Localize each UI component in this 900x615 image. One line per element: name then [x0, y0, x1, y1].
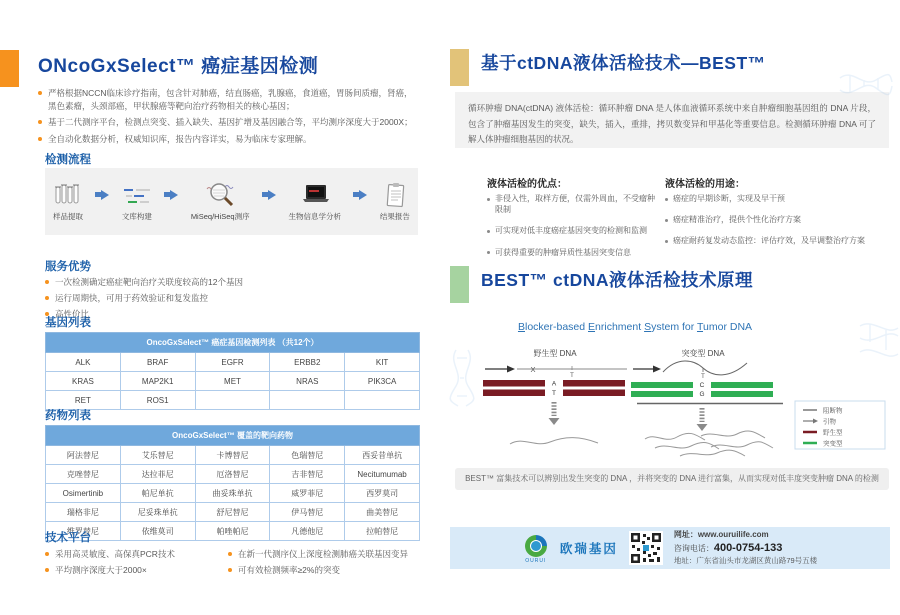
company-logo	[523, 533, 549, 564]
bullet-dot-icon	[45, 568, 49, 572]
right-page-title: 基于ctDNA液体活检技术—BEST™	[481, 53, 766, 73]
legend-label-mutant: 突变型	[823, 440, 843, 448]
drug-cell: 舒尼替尼	[195, 503, 270, 522]
process-step-label: 样品提取	[53, 212, 83, 221]
drug-cell: 西罗莫司	[345, 484, 420, 503]
gene-cell: PIK3CA	[345, 372, 420, 391]
gene-cell: BRAF	[120, 353, 195, 372]
gene-cell: KRAS	[46, 372, 121, 391]
bullet-dot-icon	[665, 240, 668, 243]
pros-heading: 液体活检的优点：	[487, 179, 567, 190]
company-name: 欧瑞基因	[559, 542, 618, 556]
use-bullet: 癌症精准治疗，提供个性化治疗方案	[673, 215, 801, 225]
wild-product-wave	[510, 438, 598, 444]
mutant-base-bottom: G	[699, 391, 705, 398]
pro-bullet: 可实现对低丰度癌症基因突变的检测和监测	[495, 226, 647, 236]
list-item	[665, 193, 880, 204]
process-step-label: 结果报告	[379, 212, 410, 221]
drug-cell: Necitumumab	[345, 465, 420, 484]
drug-cell: 达拉菲尼	[120, 465, 195, 484]
subtitle-part: B	[517, 321, 525, 333]
gene-cell: ALK	[46, 353, 121, 372]
platform-bullet: 可有效检测频率≥2%的突变	[238, 565, 340, 576]
drug-cell: 艾乐替尼	[120, 446, 195, 465]
drug-cell: 凡德他尼	[270, 522, 345, 541]
flow-arrow-icon	[353, 190, 367, 200]
footer-bar	[450, 527, 890, 569]
bullet-dot-icon	[665, 219, 668, 222]
library-fragments-icon	[122, 181, 152, 209]
drug-cell: 克唑替尼	[46, 465, 121, 484]
bullet-dot-icon	[38, 137, 42, 141]
qr-code-icon	[629, 531, 663, 565]
legend-label-blocker: 阻断物	[823, 407, 843, 415]
drug-cell: 帕尼单抗	[120, 484, 195, 503]
bullet-dot-icon	[665, 198, 668, 201]
report-clipboard-icon	[381, 181, 409, 209]
drug-cell: 色瑞替尼	[270, 446, 345, 465]
list-item	[487, 225, 662, 236]
process-step	[53, 181, 83, 222]
website-label: 网址：	[673, 530, 698, 540]
gene-cell: KIT	[345, 353, 420, 372]
use-bullet: 癌症耐药复发动态监控：评估疗效，及早调整治疗方案	[673, 236, 865, 246]
bullet-dot-icon	[45, 280, 49, 284]
process-step	[122, 181, 152, 222]
gene-table	[45, 332, 420, 410]
list-item	[228, 564, 428, 577]
subtitle-part: T	[696, 321, 704, 333]
drug-cell: 尼妥珠单抗	[120, 503, 195, 522]
mutant-product-waves	[645, 431, 773, 456]
gene-cell	[270, 391, 345, 410]
flow-arrow-icon	[95, 190, 109, 200]
wild-base-top: A	[551, 380, 557, 388]
process-flow-box	[45, 168, 418, 235]
drug-cell: 阿法替尼	[46, 446, 121, 465]
process-step	[380, 181, 410, 222]
ourui-logo-icon	[523, 533, 549, 559]
gene-cell	[195, 391, 270, 410]
left-title-accent-bar	[0, 50, 19, 87]
ctdna-intro-box: 循环肿瘤 DNA(ctDNA) 液体活检：循环肿瘤 DNA 是人体血液循环系统中来自肿瘤细胞基因组的 DNA 片段，包含了肿瘤基因发生的突变，缺失，插入，重排，拷贝数变异和甲基化等重要信息。检测循环肿瘤 DNA 可了解人体肿瘤细胞基因的状况。	[455, 92, 889, 148]
list-item	[665, 214, 880, 225]
list-item	[487, 247, 662, 258]
platform-heading: 技术平台	[45, 532, 91, 544]
uses-heading: 液体活检的用途：	[665, 179, 745, 190]
process-step-label: 文库构建	[121, 212, 152, 221]
flow-arrow-icon	[164, 190, 178, 200]
best-principle-diagram	[455, 344, 890, 462]
process-step	[289, 181, 342, 222]
gene-cell: RET	[46, 391, 121, 410]
dna-watermark-icon	[856, 320, 900, 366]
drug-table-title: OncoGxSelect™ 覆盖的靶向药物	[46, 426, 420, 446]
process-step	[191, 181, 250, 222]
gene-cell: EGFR	[195, 353, 270, 372]
drug-cell: 吉非替尼	[270, 465, 345, 484]
primer-arrow-icon	[653, 366, 661, 373]
wild-line-base: T	[570, 373, 574, 379]
drug-list-heading: 药物列表	[45, 410, 91, 422]
bullet-dot-icon	[228, 568, 232, 572]
wild-dna-label: 野生型 DNA	[533, 349, 577, 358]
gene-cell: MAP2K1	[120, 372, 195, 391]
sample-tubes-icon	[53, 181, 83, 209]
drug-cell: 依维莫司	[120, 522, 195, 541]
mutant-base-top: C	[699, 382, 705, 389]
intro-bullet: 基于二代测序平台，检测点突变、插入缺失、基因扩增及基因融合等，平均测序深度大于2000X；	[48, 117, 413, 128]
bullet-dot-icon	[38, 120, 42, 124]
bullet-dot-icon	[38, 91, 42, 95]
bullet-dot-icon	[487, 198, 490, 201]
subtitle-part: S	[644, 321, 652, 333]
bullet-dot-icon	[45, 552, 49, 556]
process-heading: 检测流程	[45, 154, 91, 166]
drug-table	[45, 425, 420, 541]
subtitle-part: E	[588, 321, 596, 333]
list-item	[38, 116, 416, 129]
gene-list-heading: 基因列表	[45, 317, 91, 329]
mismatch-mark: X	[530, 365, 536, 374]
advantage-bullet: 一次检测确定癌症靶向治疗关联度较高的12个基因	[55, 277, 243, 287]
left-page-title: ONcoGxSelect™ 癌症基因检测	[38, 56, 319, 77]
drug-cell: 瑞格非尼	[46, 503, 121, 522]
list-item	[45, 564, 220, 577]
drug-cell: 维罗替尼	[46, 522, 121, 541]
platform-bullet: 采用高灵敏度、高保真PCR技术	[55, 549, 175, 559]
bullet-dot-icon	[487, 251, 490, 254]
address-line: 地址：广东省汕头市龙湖区黄山路79号五楼	[673, 555, 818, 565]
principle-caption: BEST™ 富集技术可以辨别出发生突变的 DNA ，并将突变的 DNA 进行富集，从而实现对低丰度突变肿瘤 DNA 的检测	[455, 468, 889, 490]
drug-cell: 帕唑帕尼	[195, 522, 270, 541]
list-item	[487, 193, 662, 215]
phone-line	[674, 541, 817, 556]
mutant-dna-label: 突变型 DNA	[681, 349, 725, 358]
subtitle-part: locker-based	[524, 321, 589, 333]
advantages-list	[45, 276, 415, 325]
pros-list	[487, 193, 662, 268]
use-bullet: 癌症的早期诊断，实现及早干预	[673, 194, 785, 203]
legend-label-primer: 引物	[823, 418, 836, 426]
right-title-accent-bar	[450, 49, 469, 86]
mutant-curve-base: T	[701, 374, 705, 380]
process-step-label: MiSeq/HiSeq测序	[190, 212, 250, 221]
platform-list-right	[228, 548, 428, 580]
primer-arrow-icon	[507, 366, 515, 373]
gene-cell: ERBB2	[270, 353, 345, 372]
drug-cell: 卡博替尼	[195, 446, 270, 465]
drug-cell: 威罗菲尼	[270, 484, 345, 503]
principle-title: BEST™ ctDNA液体活检技术原理	[481, 270, 754, 290]
list-item	[45, 292, 415, 305]
drug-cell: 拉帕替尼	[345, 522, 420, 541]
gene-cell: ROS1	[120, 391, 195, 410]
gene-cell: MET	[195, 372, 270, 391]
dna-watermark-icon	[448, 348, 493, 408]
best-subtitle	[455, 321, 815, 333]
platform-list-left	[45, 548, 220, 580]
uses-list	[665, 193, 880, 257]
flow-arrow-icon	[262, 190, 276, 200]
platform-bullet: 平均测序深度大于2000×	[55, 565, 147, 576]
gene-cell	[345, 391, 420, 410]
advantage-bullet: 运行周期快，可用于药效验证和复发监控	[55, 293, 209, 304]
gene-table-title: OncoGxSelect™ 癌症基因检测列表 （共12个）	[46, 333, 420, 353]
pro-bullet: 非侵入性，取样方便，仅需外周血，不受瘤种限制	[495, 194, 655, 215]
list-item	[45, 548, 220, 561]
pro-bullet: 可获得重要的肿瘤异质性基因突变信息	[495, 247, 631, 257]
drug-cell: 曲美替尼	[345, 503, 420, 522]
advantages-heading: 服务优势	[45, 261, 91, 273]
left-intro-list	[38, 87, 416, 149]
subtitle-part: umor DNA	[703, 321, 753, 333]
phone-label: 咨询电话：	[673, 543, 714, 553]
website-url[interactable]: www.ouruilife.com	[697, 530, 769, 540]
website-line	[674, 530, 817, 541]
drug-cell: 西妥昔单抗	[345, 446, 420, 465]
process-step-label: 生物信息学分析	[288, 212, 341, 221]
bullet-dot-icon	[228, 552, 232, 556]
dna-watermark-icon	[838, 68, 893, 108]
advantage-bullet: 高性价比	[55, 309, 90, 320]
list-item	[665, 235, 880, 246]
principle-accent-bar	[450, 266, 469, 303]
list-item	[38, 87, 416, 113]
legend-label-wild: 野生型	[823, 429, 843, 437]
logo-text: OURUI	[525, 557, 547, 564]
bullet-dot-icon	[45, 296, 49, 300]
drug-cell: 伊马替尼	[270, 503, 345, 522]
list-item	[228, 548, 428, 561]
intro-bullet: 全自动化数据分析，权威知识库，报告内容详实，易为临床专家理解。	[48, 133, 312, 144]
list-item	[38, 133, 416, 146]
gene-cell: NRAS	[270, 372, 345, 391]
list-item	[45, 276, 415, 289]
intro-bullet: 严格根据NCCN临床诊疗指南，包含针对肺癌，结直肠癌，乳腺癌，食道癌，胃肠间质瘤，肾癌，黑色素瘤，头颈部癌，甲状腺癌等靶向治疗药物相关的核心基因；	[48, 88, 413, 112]
drug-cell: 曲妥珠单抗	[195, 484, 270, 503]
drug-cell: 厄洛替尼	[195, 465, 270, 484]
drug-cell: Osimertinib	[46, 484, 121, 503]
phone-number: 400-0754-133	[713, 541, 783, 554]
bullet-dot-icon	[487, 230, 490, 233]
bioinformatics-laptop-icon	[299, 181, 331, 209]
subtitle-part: nrichment	[595, 321, 645, 333]
sequencer-magnifier-icon	[204, 181, 236, 209]
list-item	[45, 308, 415, 321]
wild-base-bottom: T	[552, 390, 556, 397]
contact-info	[674, 530, 817, 566]
subtitle-part: ystem for	[651, 321, 697, 333]
platform-bullet: 在新一代测序仪上深度检测肺癌关联基因变异	[238, 549, 409, 559]
